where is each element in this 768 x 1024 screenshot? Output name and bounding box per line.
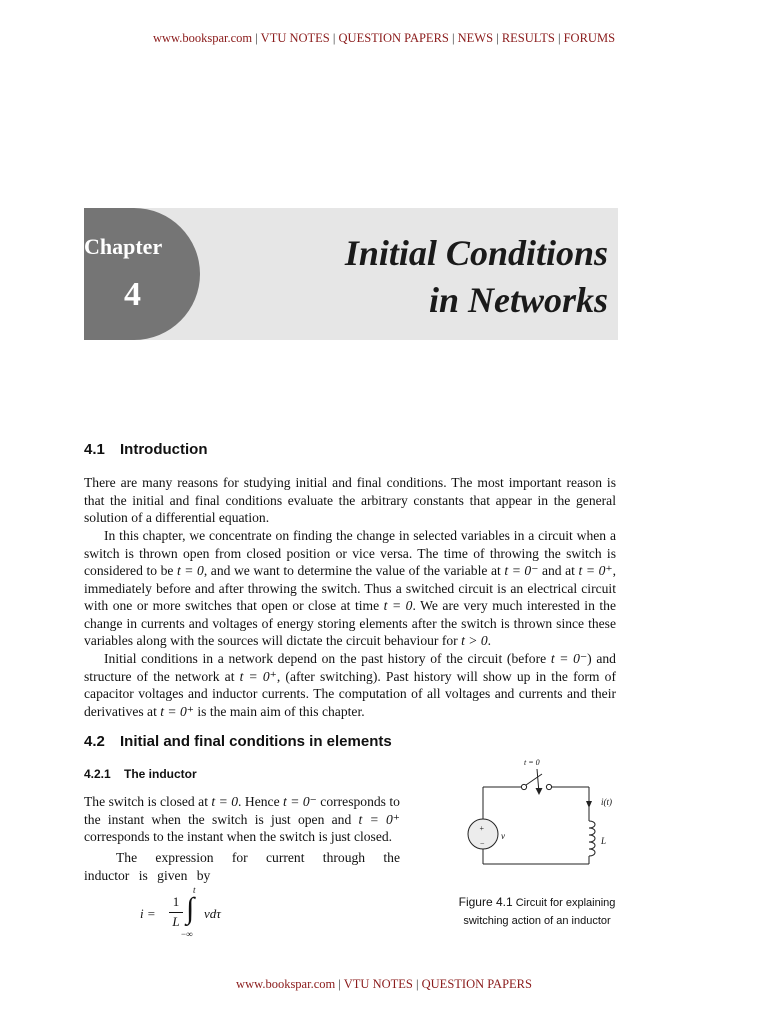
- subsection-heading-4-2-1: [84, 767, 197, 781]
- text-run: corresponds to the instant when the switch is just closed.: [84, 829, 393, 844]
- text-run: is the main aim of this chapter.: [193, 703, 365, 719]
- source-plus: +: [479, 824, 485, 833]
- formula-integrand: vdτ: [204, 906, 221, 921]
- header-separator: |: [329, 31, 339, 45]
- text-run: and at: [538, 563, 579, 578]
- formula-lhs: i =: [140, 906, 156, 921]
- math-inline: t = 0⁺: [160, 703, 194, 719]
- chapter-badge: [84, 208, 200, 340]
- text-run: corresponds to the instant when the switch is just open and: [84, 794, 400, 827]
- footer-separator: |: [412, 977, 422, 991]
- section-number: 4.1: [84, 441, 105, 458]
- inductor-paragraph-1: [84, 793, 400, 846]
- text-run: , (after switching). Past history will show up in the form of capacitor voltages and inductor currents. The computation of all voltages and currents and their derivatives at: [84, 668, 616, 719]
- source-label: v: [501, 831, 505, 841]
- footer-link-question-papers[interactable]: QUESTION PAPERS: [421, 977, 532, 991]
- math-inline: t = 0⁻: [550, 651, 588, 666]
- chapter-number: 4: [124, 276, 141, 313]
- text-run: . Hence: [238, 794, 284, 809]
- intro-paragraph-2: [84, 527, 616, 650]
- integral-lower-limit: −∞: [181, 929, 193, 939]
- math-inline: t = 0: [383, 598, 413, 613]
- inductor-label: L: [601, 836, 607, 846]
- chapter-word: Chapter: [84, 234, 163, 259]
- section-heading-4-1: [84, 441, 207, 458]
- formula-numerator: 1: [172, 894, 180, 909]
- caption-line1: Circuit for explaining: [515, 897, 616, 909]
- text-run: , and we want to determine the value of the variable at: [203, 563, 505, 578]
- circuit-diagram: [455, 755, 625, 865]
- header-link-vtu-notes[interactable]: VTU NOTES: [260, 31, 330, 45]
- math-inline: t = 0⁺: [239, 668, 277, 684]
- switch-arrowhead: [536, 788, 543, 795]
- footer-link-vtu-notes[interactable]: VTU NOTES: [343, 977, 413, 991]
- math-inline: t > 0: [461, 633, 488, 648]
- chapter-title: [345, 230, 608, 324]
- integral-upper-limit: t: [193, 885, 196, 895]
- inductor-coil: [589, 821, 595, 856]
- footer-links: [0, 977, 768, 992]
- section-title: Initial and final conditions in elements: [120, 733, 392, 750]
- math-inline: t = 0⁺: [578, 563, 613, 578]
- header-separator: |: [554, 31, 564, 45]
- switch-blade: [526, 774, 542, 785]
- text-run: The switch is closed at: [84, 794, 212, 809]
- footer-separator: |: [335, 977, 344, 991]
- switch-contact-left: [521, 784, 526, 789]
- subsection-number: 4.2.1: [84, 767, 111, 781]
- math-inline: t = 0⁻: [283, 794, 317, 809]
- subsection-title: The inductor: [124, 767, 197, 781]
- footer-site-link[interactable]: www.bookspar.com: [236, 977, 336, 991]
- caption-line2: switching action of an inductor: [463, 915, 611, 927]
- header-separator: |: [252, 31, 261, 45]
- text-run: ) and structure of the network at: [84, 651, 616, 684]
- intro-paragraph-3: [84, 650, 616, 720]
- current-label: i(t): [601, 797, 612, 807]
- math-inline: t = 0⁻: [504, 563, 539, 578]
- header-separator: |: [448, 31, 458, 45]
- integral-formula: [140, 885, 260, 942]
- intro-paragraph-1: There are many reasons for studying initial and final conditions. The most important reason is that the initial and final conditions evaluate the arbitrary constants that appear in the general solution of a differential equation.: [84, 475, 616, 525]
- source-minus: −: [480, 839, 485, 848]
- section-heading-4-2: [84, 733, 392, 750]
- fraction-bar: [169, 912, 183, 913]
- math-inline: t = 0⁺: [358, 811, 400, 827]
- chapter-banner: [84, 208, 618, 340]
- header-site-link[interactable]: www.bookspar.com: [152, 31, 253, 45]
- chapter-title-line2: in Networks: [428, 280, 608, 320]
- integral-sign: ∫: [186, 892, 195, 925]
- chapter-title-line1: Initial Conditions: [344, 233, 608, 273]
- text-run: . We are very much interested in the change in currents and voltages of energy storing elements after the switch is thrown since these variables along with the sources will dictate the circuit behaviour for: [84, 598, 616, 648]
- switch-label: t = 0: [524, 758, 540, 767]
- figure-label: Figure 4.1: [458, 895, 513, 909]
- inductor-paragraph-2: The expression for current through the inductor is given by: [84, 850, 400, 883]
- switch-contact-right: [546, 784, 551, 789]
- header-link-question-papers[interactable]: QUESTION PAPERS: [338, 31, 449, 45]
- header-link-forums[interactable]: FORUMS: [563, 31, 616, 45]
- math-inline: t = 0: [211, 794, 239, 809]
- section-number: 4.2: [84, 733, 105, 750]
- section-title: Introduction: [120, 441, 208, 458]
- text-run: In this chapter, we concentrate on finding the change in selected variables in a circuit when a switch is thrown open from closed position or vice versa. The time of throwing the switch is considered to be: [84, 528, 616, 578]
- current-arrow: [586, 801, 592, 808]
- header-links: [0, 31, 768, 46]
- formula-denominator: L: [172, 914, 180, 929]
- header-link-results[interactable]: RESULTS: [501, 31, 555, 45]
- figure-caption: [452, 893, 622, 930]
- text-run: Initial conditions in a network depend on the past history of the circuit (before: [104, 651, 551, 666]
- text-run: .: [487, 633, 492, 648]
- header-link-news[interactable]: NEWS: [457, 31, 494, 45]
- header-separator: |: [493, 31, 502, 45]
- text-run: , immediately before and after throwing the switch. Thus a switched circuit is an electrical circuit with one or more switches that open or close at time: [84, 563, 616, 613]
- math-inline: t = 0: [176, 563, 204, 578]
